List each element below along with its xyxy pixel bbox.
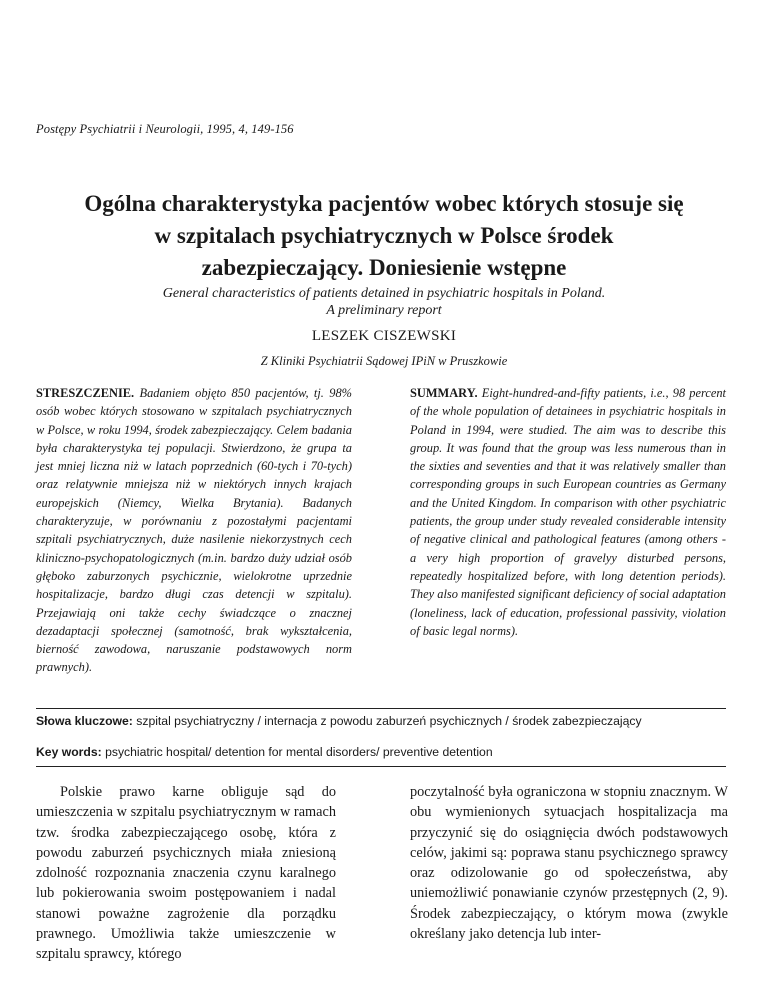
keywords-polish-text: szpital psychiatryczny / internacja z powodu zaburzeń psychicznych / środek zabezpieczający xyxy=(136,714,642,728)
english-title xyxy=(40,285,728,319)
abstract-polish-label: STRESZCZENIE. xyxy=(36,386,135,400)
english-title-line-2: A preliminary report xyxy=(326,303,442,318)
author-name: LESZEK CISZEWSKI xyxy=(311,328,457,344)
article-title xyxy=(40,188,728,284)
title-line-2: w szpitalach psychiatrycznych w Polsce środek xyxy=(154,223,614,248)
author-affiliation: Z Kliniki Psychiatrii Sądowej IPiN w Pruszkowie xyxy=(260,354,508,368)
keywords-english xyxy=(36,743,726,761)
keywords-polish xyxy=(36,712,726,730)
title-line-1: Ogólna charakterystyka pacjentów wobec których stosuje się xyxy=(84,191,684,216)
abstract-polish-text: Badaniem objęto 850 pacjentów, tj. 98% osób wobec których stosowano w szpitalach psychiatrycznych w Polsce, w roku 1994, środek zabezpieczający. Celem badania była charakterystyka tej populacji. Stwierdzono, że grupa ta jest mniej liczna niż w latach poprzednich (60-tych i 70-tych) oraz relatywnie mniejsza niż w niektórych innych krajach europejskich (Niemcy, Wielka Brytania). Badanych charakteryzuje, w porównaniu z pozostałymi pacjentami szpitali psychiatrycznych, duże nasilenie niekorzystnych cech kliniczno-psychopatologicznych (m.in. bardzo duży udział osób głęboko zaburzonych psychicznie, wielokrotne uprzednie hospitalizacje, bardzo długi czas detencji w szpitalu). Przejawiają oni także cechy świadczące o znacznej dezadaptacji społecznej (samotność, brak wykształcenia, bierność zawodowa, naruszanie podstawowych norm prawnych). xyxy=(36,386,352,675)
keywords-english-label: Key words: xyxy=(36,745,102,759)
body-column-right: poczytalność była ograniczona w stopniu znacznym. W obu wymienionych sytuacjach hospitalizacja ma przyczynić się do osiągnięcia dwóch podstawowych celów, jakimi są: poprawa stanu psychicznego sprawcy oraz odizolowanie go od społeczeństwa, aby uniemożliwić ponawianie czynów przestępnych (2, 9). Środek zabezpieczający, o którym mowa (zwykle określany jako detencja lub inter- xyxy=(410,784,728,943)
abstract-english xyxy=(410,384,726,640)
abstract-english-text: Eight-hundred-and-fifty patients, i.e., 98 percent of the whole population of detainees in psychiatric hospitals in Poland in 1994, were studied. The aim was to describe this group. It was found that the group was less numerous than in the sixties and seventies and that it was relatively smaller than corresponding groups in such European countries as Germany and the United Kingdom. In comparison with other psychiatric patients, the group under study revealed considerable intensity of negative clinical and pathological features (among others - a very high proportion of gravelyy disturbed persons, repeatedly hospitalized before, with long detention periods). They also manifested significant deficiency of social adaptation (loneliness, lack of education, professional passivity, violation of basic legal norms). xyxy=(410,386,726,638)
body-column-left: Polskie prawo karne obliguje sąd do umieszczenia w szpitalu psychiatrycznym w ramach tzw. środka zabezpieczającego osobę, która z powodu zaburzeń psychicznych miała zniesioną zdolność rozpoznania znaczenia czynu karalnego lub pokierowania swoim postępowaniem i nadal stanowi poważne zagrożenie dla porządku prawnego. Umożliwia także umieszczenie w szpitalu sprawcy, którego xyxy=(36,784,336,963)
divider-bottom xyxy=(36,766,726,767)
keywords-polish-label: Słowa kluczowe: xyxy=(36,714,133,728)
abstract-polish xyxy=(36,384,352,677)
english-title-line-1: General characteristics of patients detained in psychiatric hospitals in Poland. xyxy=(162,286,606,301)
abstract-english-label: SUMMARY. xyxy=(410,386,478,400)
keywords-english-text: psychiatric hospital/ detention for mental disorders/ preventive detention xyxy=(105,745,493,759)
journal-citation: Postępy Psychiatrii i Neurologii, 1995, 4, 149-156 xyxy=(36,122,294,136)
divider-top xyxy=(36,708,726,709)
title-line-3: zabezpieczający. Doniesienie wstępne xyxy=(201,255,567,280)
